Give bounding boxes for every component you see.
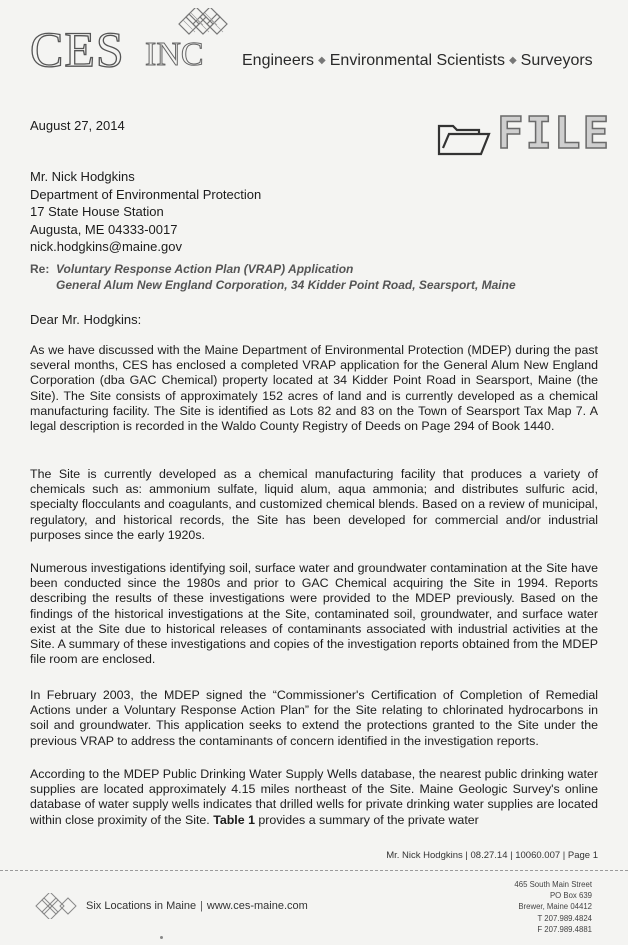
- recipient-name: Mr. Nick Hodgkins: [30, 169, 135, 184]
- subject-title: Voluntary Response Action Plan (VRAP) Application: [56, 262, 354, 276]
- paragraph-text: provides a summary of the private water: [254, 812, 479, 827]
- paragraph-text: According to the MDEP Public Drinking Water Supply Wells database, the nearest public drinking water supplies are located approximately 4.15 miles northeast of the Site. Maine Geologic Survey's online database of water supply wells indicates that drilled wells for private drinking water supplies are located within close proximity of the Site.: [30, 767, 598, 827]
- footer-divider: [0, 870, 628, 871]
- footer-locations: Six Locations in Maine: [86, 900, 197, 912]
- footer-tagline: [86, 900, 308, 912]
- logo-suffix: INC: [145, 36, 204, 73]
- recipient-address: [30, 168, 261, 256]
- ces-logo: [30, 8, 220, 78]
- letter-date: August 27, 2014: [30, 118, 125, 133]
- diamond-separator-icon: ◆: [318, 55, 326, 66]
- subject-label: Re:: [30, 262, 50, 276]
- subject-property: General Alum New England Corporation, 34 Kidder Point Road, Searsport, Maine: [56, 278, 516, 292]
- recipient-street: 17 State House Station: [30, 204, 164, 219]
- body-paragraph: [30, 767, 598, 828]
- letterhead-tagline: [242, 52, 593, 70]
- salutation: Dear Mr. Hodgkins:: [30, 312, 142, 327]
- footer-phone: T 207.989.4824: [537, 913, 592, 923]
- footer-fax: F 207.989.4881: [537, 924, 592, 934]
- file-stamp-text: FILE: [497, 108, 611, 159]
- table-reference: Table 1: [213, 812, 255, 827]
- tagline-item: Environmental Scientists: [329, 52, 505, 69]
- footer-separator: |: [200, 900, 203, 912]
- body-paragraph: The Site is currently developed as a chemical manufacturing facility that produces a variety of chemicals such as: ammonium sulfate, liquid alum, aqua ammonia; and distributes sulfuric acid, specialty flocculants and coagulants, and customized chemical blends. Based on a review of municipal, regulatory, and historical records, the Site has been developed for commercial and/or industrial purposes since the early 1920s.: [30, 467, 598, 542]
- footer-address-line: PO Box 639: [549, 891, 592, 901]
- recipient-email: nick.hodgkins@maine.gov: [30, 239, 182, 254]
- body-paragraph: In February 2003, the MDEP signed the “Commissioner's Certification of Completion of Remedial Actions under a Voluntary Response Action Plan” for the Site relating to chlorinated hydrocarbons in soil and groundwater. This application seeks to extend the protections granted to the Site under the previous VRAP to address the contaminants of concern identified in the investigation reports.: [30, 688, 598, 748]
- body-paragraph: As we have discussed with the Maine Department of Environmental Protection (MDEP) during the past several months, CES has enclosed a completed VRAP application for the General Alum New England Corporation (dba GAC Chemical) property located at 34 Kidder Point Road in Searsport, Maine (the Site). The Site consists of approximately 152 acres of land and is currently developed as a chemical manufacturing facility. The Site is identified as Lots 82 and 83 on the Town of Searsport Tax Map 7. A legal description is recorded in the Waldo County Registry of Deeds on Page 294 of Book 1440.: [30, 343, 598, 434]
- tagline-item: Surveyors: [520, 52, 593, 69]
- file-stamp: [435, 108, 611, 162]
- subject-line: [30, 261, 516, 293]
- footer-address-line: 465 South Main Street: [514, 880, 592, 889]
- recipient-department: Department of Environmental Protection: [30, 186, 262, 202]
- page-reference: Mr. Nick Hodgkins | 08.27.14 | 10060.007 | Page 1: [386, 850, 598, 861]
- footer-address: [514, 879, 592, 935]
- footer-address-line: Brewer, Maine 04412: [518, 902, 592, 912]
- body-paragraph: Numerous investigations identifying soil, surface water and groundwater contamination at the Site have been conducted since the 1980s and prior to GAC Chemical acquiring the Site in 1994. Reports describing the results of these investigations were provided to the MDEP previously. Based on the findings of the historical investigations at the Site, contaminated soil, groundwater, and surface water exist at the Site due to historical releases of contaminants associated with industrial activities at the Site. A summary of these investigations and copies of the investigation reports obtained from the MDEP file room are enclosed.: [30, 561, 598, 667]
- scan-speck: [160, 936, 163, 939]
- diamond-pattern-icon: [34, 893, 84, 919]
- recipient-city: Augusta, ME 04333-0017: [30, 221, 178, 237]
- footer-website-link[interactable]: www.ces-maine.com: [206, 900, 308, 912]
- diamond-separator-icon: ◆: [508, 55, 517, 66]
- tagline-item: Engineers: [242, 52, 315, 69]
- logo-wordmark: CES: [30, 21, 125, 77]
- folder-icon: [435, 118, 493, 158]
